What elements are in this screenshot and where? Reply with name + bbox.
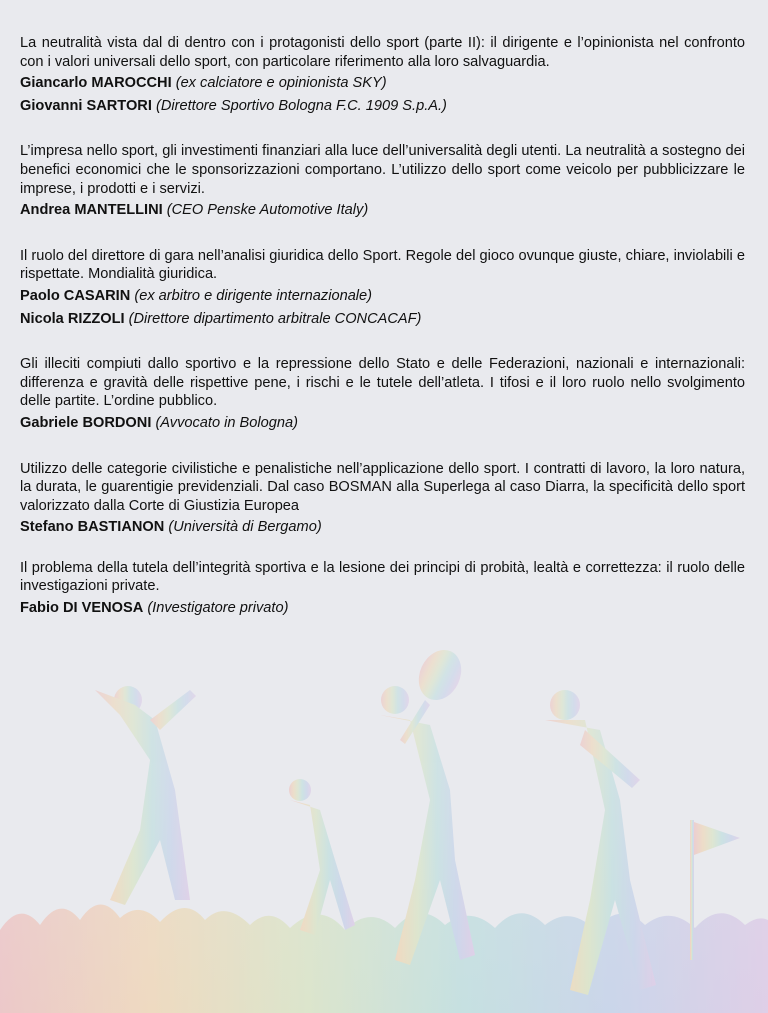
session-description: Il ruolo del direttore di gara nell’analisi giuridica dello Sport. Regole del gioco ovunque giuste, chiare, inviolabili e rispettate. Mondialità giuridica.	[20, 247, 745, 283]
speaker-affiliation: (CEO Penske Automotive Italy)	[166, 202, 369, 219]
speaker-bordoni	[20, 414, 745, 433]
session-3	[20, 247, 745, 328]
speaker-name: Giovanni SARTORI	[20, 97, 152, 114]
speaker-mantellini	[20, 201, 745, 220]
session-1	[20, 34, 745, 115]
speaker-affiliation: (ex arbitro e dirigente internazionale)	[134, 287, 373, 304]
speaker-name: Stefano BASTIANON	[20, 519, 165, 536]
speaker-name: Nicola RIZZOLI	[20, 310, 125, 327]
speaker-affiliation: (Università di Bergamo)	[168, 519, 322, 536]
speaker-name: Gabriele BORDONI	[20, 414, 152, 431]
speaker-affiliation: (Avvocato in Bologna)	[155, 414, 298, 431]
speaker-bastianon	[20, 518, 745, 537]
speaker-name: Paolo CASARIN	[20, 287, 131, 304]
speaker-name: Andrea MANTELLINI	[20, 202, 163, 219]
speaker-name: Fabio DI VENOSA	[20, 600, 144, 617]
session-description: Utilizzo delle categorie civilistiche e penalistiche nell’applicazione dello sport. I contratti di lavoro, la loro natura, la durata, le guarentigie previdenziali. Dal caso BOSMAN alla Superlega al caso Diarra, la specificità dello sport valorizzato dalla Corte di Giustizia Europea	[20, 460, 745, 514]
speaker-name: Giancarlo MAROCCHI	[20, 75, 172, 92]
speaker-di-venosa	[20, 599, 745, 618]
speaker-marocchi	[20, 74, 745, 93]
session-5	[20, 460, 745, 537]
session-6	[20, 559, 745, 618]
session-4	[20, 355, 745, 432]
session-description: La neutralità vista dal di dentro con i protagonisti dello sport (parte II): il dirigente e l’opinionista nel confronto con i valori universali dello sport, con particolare riferimento alla loro salvaguardia.	[20, 35, 745, 70]
speaker-affiliation: (Direttore Sportivo Bologna F.C. 1909 S.p.A.)	[155, 97, 447, 114]
speaker-affiliation: (Investigatore privato)	[147, 600, 289, 617]
speaker-affiliation: (ex calciatore e opinionista SKY)	[175, 75, 387, 92]
speaker-casarin	[20, 287, 745, 306]
speaker-sartori	[20, 97, 745, 116]
session-2	[20, 142, 745, 219]
speaker-rizzoli	[20, 310, 745, 329]
program-content	[20, 34, 745, 645]
speaker-affiliation: (Direttore dipartimento arbitrale CONCACAF)	[128, 310, 422, 327]
session-description: Gli illeciti compiuti dallo sportivo e la repressione dello Stato e delle Federazioni, nazionali e internazionali: differenza e gravità delle rispettive pene, i rischi e le tutele dell’atleta. I tifosi e il loro ruolo nello svolgimento delle partite. L’ordine pubblico.	[20, 356, 745, 410]
session-description: Il problema della tutela dell’integrità sportiva e la lesione dei principi di probità, lealtà e correttezza: il ruolo delle investigazioni private.	[20, 559, 745, 595]
session-description: L’impresa nello sport, gli investimenti finanziari alla luce dell’universalità degli utenti. La neutralità a sostegno dei benefici economici che le sponsorizzazioni comportano. L’utilizzo dello sport come veicolo per pubblicizzare le imprese, i prodotti e i servizi.	[20, 143, 745, 197]
